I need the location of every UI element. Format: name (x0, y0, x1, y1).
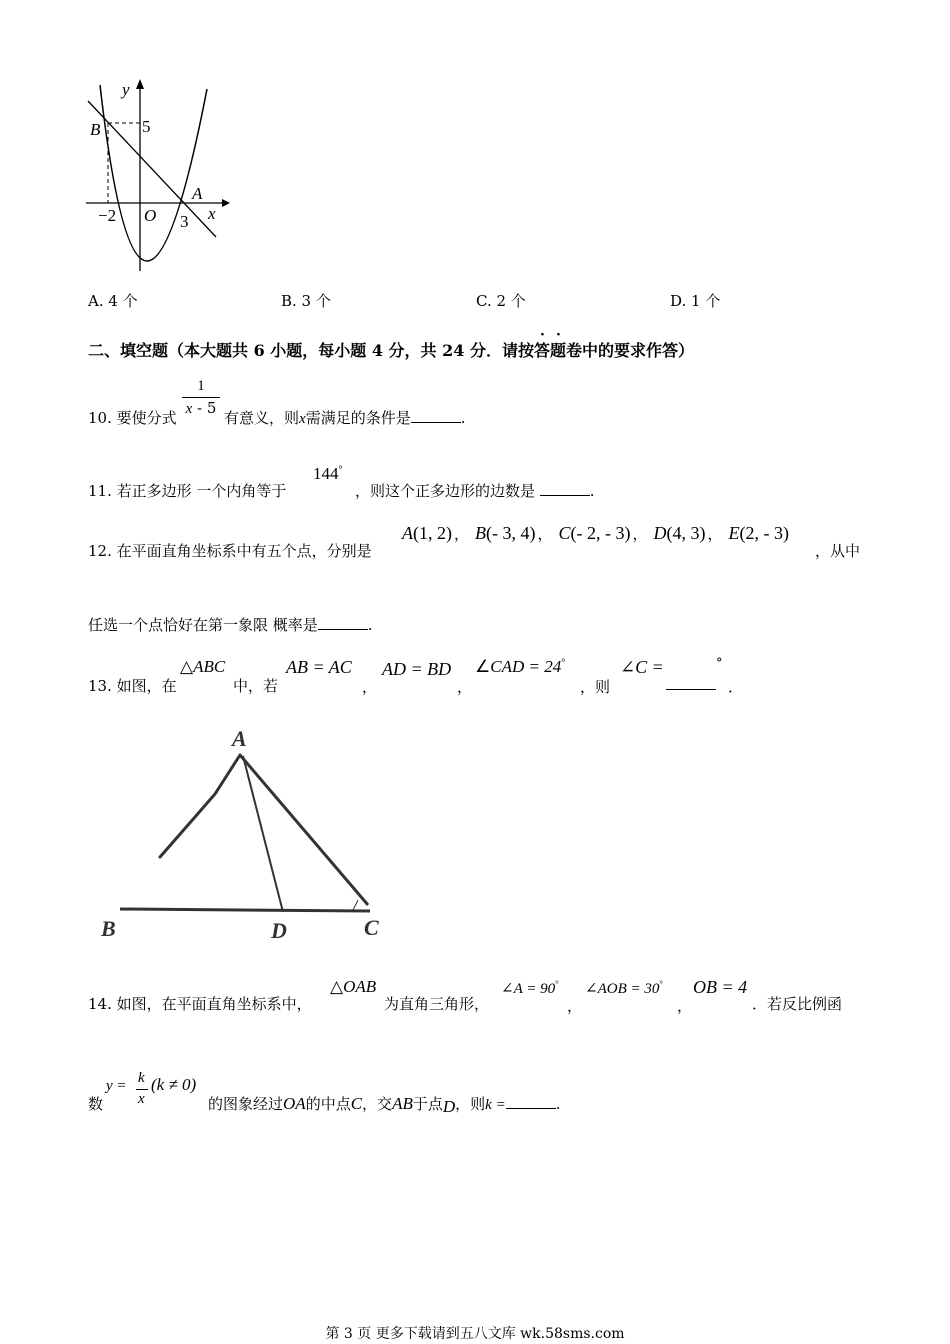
q12-points: A(1, 2) ， B(- 3, 4) ， C(- 2, - 3) ， D(4, 3) ， E(2, - 3) (402, 523, 790, 543)
fig13-label-b: B (101, 916, 116, 941)
q14-angle-aob: ∠AOB = 30° (585, 979, 663, 997)
q10-text-a: 要使分式 (116, 409, 177, 427)
y-axis-arrow (136, 79, 144, 89)
side-ac (240, 755, 368, 905)
option-c: C. 2 个 (476, 292, 526, 310)
q10-answer-blank[interactable] (411, 422, 461, 423)
parabola-curve (100, 85, 207, 261)
side-ab (160, 755, 240, 857)
fig13-label-c: C (364, 915, 379, 940)
q10-fraction (182, 378, 220, 418)
q13-sep1: ， (362, 678, 378, 696)
triangle-figure (95, 722, 395, 947)
q11-rest: ，则这个正多边形的边数是 . (355, 482, 595, 500)
parabola-graph (80, 75, 230, 275)
x-axis-arrow (222, 199, 230, 207)
label-o: O (144, 206, 157, 225)
angle-mark-c (353, 900, 358, 910)
q13-angle-c: ∠C = (620, 657, 664, 677)
question-11: 11. 若正多边形 一个内角等于 (88, 482, 287, 500)
question-10 (88, 407, 177, 428)
label-3: 3 (180, 212, 189, 231)
fig13-label-d: D (271, 918, 287, 943)
q10-rest: 有意义，则x需满足的条件是 . (224, 409, 466, 427)
section-2-heading (88, 327, 695, 361)
q13-sep2: ， (457, 678, 473, 696)
q13-end: ． (728, 678, 744, 696)
q14-answer-blank[interactable] (506, 1108, 556, 1109)
question-13: 13. 如图，在 (88, 677, 177, 695)
section-2-pre: 二、填空题（本大题共 6 小题，每小题 4 分，共 24 分．请按 (88, 341, 534, 360)
point-e: E(2, - 3) (728, 523, 790, 543)
label-5: 5 (142, 117, 151, 136)
question-12: 12. 在平面直角坐标系中有五个点，分别是 (88, 542, 372, 560)
q12-answer-blank[interactable] (318, 629, 368, 630)
q11-angle: 144° (313, 464, 343, 483)
q14-mid: 为直角三角形， (384, 995, 490, 1013)
label-a: A (192, 184, 203, 203)
q14-line2-rest: 的图象经过OA的中点C，交AB于点D，则k = . (208, 1094, 561, 1116)
point-d: D(4, 3) (653, 523, 706, 543)
q14-triangle-oab: △OAB (330, 977, 377, 996)
option-a: A. 4 个 (88, 292, 138, 310)
q13-mid: 中，若 (233, 677, 279, 695)
q12-from: ，从中 (815, 542, 861, 560)
page-footer: 第 3 页 更多下载请到五八文库 wk.58sms.com (325, 1326, 625, 1342)
q14-ob: OB = 4 (693, 977, 748, 997)
point-a: A(1, 2) (402, 523, 452, 543)
side-bc (120, 909, 370, 911)
q13-answer-blank[interactable] (666, 689, 716, 690)
segment-ad (243, 756, 283, 912)
q13-triangle-abc: △ABC (180, 657, 226, 676)
q13-cond1: AB = AC (286, 657, 352, 677)
q14-sep1: ， (567, 997, 583, 1015)
emph-char-1: 答 · (533, 327, 550, 360)
fig13-label-a: A (232, 726, 247, 751)
option-d: D. 1 个 (670, 292, 721, 310)
q14-sep2: ， (677, 997, 693, 1015)
q13-cond2: AD = BD (382, 659, 452, 679)
label-b: B (90, 120, 101, 139)
section-2-post: 卷中的要求作答） (566, 341, 695, 360)
label-y: y (122, 80, 130, 99)
q13-cond3: ∠CAD = 24° (475, 657, 566, 676)
q14-angle-a: ∠A = 90° (501, 979, 559, 997)
emph-char-2: 题 · (549, 327, 566, 360)
q10-number: 10. (88, 409, 112, 427)
q13-then: ，则 (580, 678, 611, 696)
point-b: B(- 3, 4) (475, 523, 536, 543)
q12-line2: 任选一个点恰好在第一象限 概率是 . (88, 616, 373, 634)
q13-degree: ° (716, 656, 723, 671)
option-b: B. 3 个 (281, 292, 331, 310)
q14-end-line1: ．若反比例函 (752, 995, 843, 1013)
q14-line2-start: 数 (88, 1095, 104, 1113)
label-neg2: −2 (98, 206, 117, 225)
q13-blank-wrap (666, 676, 716, 694)
point-c: C(- 2, - 3) (558, 523, 631, 543)
q10-frac-numerator: 1 (197, 378, 205, 394)
label-x: x (208, 204, 216, 223)
q11-answer-blank[interactable] (540, 495, 590, 496)
q10-frac-denominator: x - 5 (185, 399, 217, 417)
question-14: 14. 如图，在平面直角坐标系中， (88, 995, 312, 1013)
